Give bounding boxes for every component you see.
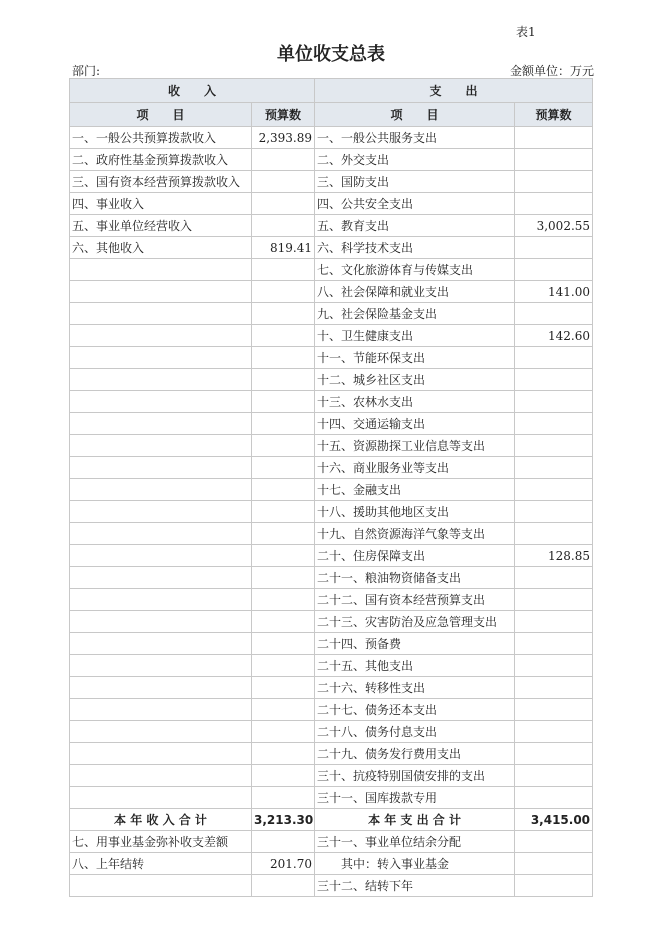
income-item — [70, 325, 252, 347]
table-row — [70, 633, 593, 655]
table-row — [70, 699, 593, 721]
expense-item: 二十八、债务付息支出 — [315, 721, 515, 743]
income-budget — [252, 765, 315, 787]
income-budget — [252, 149, 315, 171]
income-budget: 3,213.30 — [252, 809, 315, 831]
expense-budget — [515, 501, 593, 523]
expense-budget — [515, 633, 593, 655]
expense-item: 二十六、转移性支出 — [315, 677, 515, 699]
expense-item: 三十一、国库拨款专用 — [315, 787, 515, 809]
expense-budget: 141.00 — [515, 281, 593, 303]
income-budget: 819.41 — [252, 237, 315, 259]
table-row — [70, 589, 593, 611]
expense-item: 六、科学技术支出 — [315, 237, 515, 259]
income-budget — [252, 655, 315, 677]
table-row — [70, 237, 593, 259]
expense-budget — [515, 853, 593, 875]
table-row — [70, 149, 593, 171]
income-item: 一、一般公共预算拨款收入 — [70, 127, 252, 149]
expense-budget: 128.85 — [515, 545, 593, 567]
income-budget — [252, 391, 315, 413]
income-item — [70, 369, 252, 391]
income-budget — [252, 743, 315, 765]
expense-item: 二、外交支出 — [315, 149, 515, 171]
table-row — [70, 259, 593, 281]
expense-item: 其中：转入事业基金 — [315, 853, 515, 875]
page-title: 单位收支总表 — [277, 44, 385, 65]
expense-item: 十七、金融支出 — [315, 479, 515, 501]
table-row — [70, 215, 593, 237]
table-row — [70, 875, 593, 897]
table-row — [70, 721, 593, 743]
table-row — [70, 435, 593, 457]
income-budget — [252, 303, 315, 325]
income-budget — [252, 325, 315, 347]
table-row — [70, 523, 593, 545]
income-budget — [252, 413, 315, 435]
expense-item-header: 项 目 — [315, 103, 515, 127]
income-budget — [252, 787, 315, 809]
expense-item: 十四、交通运输支出 — [315, 413, 515, 435]
income-item — [70, 765, 252, 787]
income-item — [70, 611, 252, 633]
expense-item: 二十一、粮油物资储备支出 — [315, 567, 515, 589]
expense-item: 十三、农林水支出 — [315, 391, 515, 413]
table-number: 表1 — [516, 25, 536, 39]
expense-item: 三十二、结转下年 — [315, 875, 515, 897]
expense-budget — [515, 303, 593, 325]
income-item: 八、上年结转 — [70, 853, 252, 875]
department-label: 部门: — [72, 64, 101, 78]
expense-item: 二十三、灾害防治及应急管理支出 — [315, 611, 515, 633]
table-row — [70, 501, 593, 523]
expense-budget — [515, 787, 593, 809]
expense-item: 十九、自然资源海洋气象等支出 — [315, 523, 515, 545]
income-item — [70, 743, 252, 765]
income-item — [70, 391, 252, 413]
expense-budget — [515, 567, 593, 589]
expense-budget — [515, 347, 593, 369]
expense-budget — [515, 237, 593, 259]
income-item — [70, 655, 252, 677]
expense-item: 十、卫生健康支出 — [315, 325, 515, 347]
expense-item: 十五、资源勘探工业信息等支出 — [315, 435, 515, 457]
income-expense-table — [69, 78, 593, 897]
income-item — [70, 435, 252, 457]
section-header-row — [70, 79, 593, 103]
income-budget — [252, 435, 315, 457]
income-item: 三、国有资本经营预算拨款收入 — [70, 171, 252, 193]
expense-budget — [515, 413, 593, 435]
expense-budget — [515, 589, 593, 611]
expense-budget — [515, 391, 593, 413]
expense-budget — [515, 655, 593, 677]
income-budget — [252, 347, 315, 369]
expense-item: 二十七、债务还本支出 — [315, 699, 515, 721]
expense-budget — [515, 875, 593, 897]
expense-item: 二十四、预备费 — [315, 633, 515, 655]
expense-item: 三、国防支出 — [315, 171, 515, 193]
income-item — [70, 699, 252, 721]
income-budget — [252, 721, 315, 743]
expense-budget — [515, 435, 593, 457]
table-row — [70, 655, 593, 677]
expense-budget — [515, 721, 593, 743]
table-row — [70, 347, 593, 369]
expense-budget — [515, 259, 593, 281]
income-budget: 201.70 — [252, 853, 315, 875]
expense-item: 五、教育支出 — [315, 215, 515, 237]
table-row — [70, 545, 593, 567]
income-item — [70, 721, 252, 743]
expense-item: 二十九、债务发行费用支出 — [315, 743, 515, 765]
income-budget — [252, 677, 315, 699]
income-item — [70, 303, 252, 325]
expense-item: 九、社会保险基金支出 — [315, 303, 515, 325]
income-item — [70, 523, 252, 545]
table-row — [70, 457, 593, 479]
income-item — [70, 875, 252, 897]
expense-budget — [515, 479, 593, 501]
expense-item: 八、社会保障和就业支出 — [315, 281, 515, 303]
expense-budget: 142.60 — [515, 325, 593, 347]
income-budget — [252, 281, 315, 303]
expense-budget — [515, 523, 593, 545]
table-row — [70, 413, 593, 435]
expense-budget — [515, 765, 593, 787]
income-budget — [252, 171, 315, 193]
income-item: 六、其他收入 — [70, 237, 252, 259]
table-row — [70, 743, 593, 765]
income-budget — [252, 545, 315, 567]
income-budget — [252, 523, 315, 545]
table-row — [70, 853, 593, 875]
table-row — [70, 171, 593, 193]
expense-budget-header: 预算数 — [515, 103, 593, 127]
table-row — [70, 127, 593, 149]
income-budget-header: 预算数 — [252, 103, 315, 127]
income-item — [70, 413, 252, 435]
table-row — [70, 479, 593, 501]
expense-item: 二十二、国有资本经营预算支出 — [315, 589, 515, 611]
income-budget — [252, 193, 315, 215]
expense-item: 十六、商业服务业等支出 — [315, 457, 515, 479]
income-budget — [252, 567, 315, 589]
income-item — [70, 787, 252, 809]
expense-budget — [515, 193, 593, 215]
expense-item: 一、一般公共服务支出 — [315, 127, 515, 149]
expense-item: 二十、住房保障支出 — [315, 545, 515, 567]
table-row — [70, 787, 593, 809]
expense-budget — [515, 743, 593, 765]
income-item — [70, 259, 252, 281]
expense-budget — [515, 369, 593, 391]
income-item-header: 项 目 — [70, 103, 252, 127]
income-item — [70, 567, 252, 589]
income-budget — [252, 633, 315, 655]
table-row — [70, 369, 593, 391]
expense-item: 四、公共安全支出 — [315, 193, 515, 215]
expense-item: 十二、城乡社区支出 — [315, 369, 515, 391]
expense-item: 本 年 支 出 合 计 — [315, 809, 515, 831]
unit-label: 金额单位：万元 — [509, 64, 594, 78]
income-budget — [252, 589, 315, 611]
table-row — [70, 567, 593, 589]
income-item — [70, 545, 252, 567]
income-budget — [252, 875, 315, 897]
income-item: 本 年 收 入 合 计 — [70, 809, 252, 831]
income-header: 收 入 — [70, 79, 315, 103]
expense-item: 三十一、事业单位结余分配 — [315, 831, 515, 853]
expense-budget: 3,002.55 — [515, 215, 593, 237]
table-row — [70, 303, 593, 325]
income-item: 七、用事业基金弥补收支差额 — [70, 831, 252, 853]
income-item — [70, 633, 252, 655]
expense-budget — [515, 699, 593, 721]
income-budget — [252, 369, 315, 391]
table-row — [70, 325, 593, 347]
expense-budget: 3,415.00 — [515, 809, 593, 831]
income-item: 四、事业收入 — [70, 193, 252, 215]
table-row — [70, 281, 593, 303]
expense-budget — [515, 127, 593, 149]
expense-budget — [515, 677, 593, 699]
expense-budget — [515, 149, 593, 171]
income-budget — [252, 479, 315, 501]
income-item: 五、事业单位经营收入 — [70, 215, 252, 237]
expense-item: 三十、抗疫特别国债安排的支出 — [315, 765, 515, 787]
income-item — [70, 589, 252, 611]
table-row — [70, 765, 593, 787]
income-item: 二、政府性基金预算拨款收入 — [70, 149, 252, 171]
income-budget — [252, 501, 315, 523]
income-item — [70, 677, 252, 699]
income-budget — [252, 259, 315, 281]
expense-item: 十八、援助其他地区支出 — [315, 501, 515, 523]
income-item — [70, 347, 252, 369]
income-budget: 2,393.89 — [252, 127, 315, 149]
expense-budget — [515, 457, 593, 479]
column-header-row — [70, 103, 593, 127]
expense-budget — [515, 831, 593, 853]
expense-budget — [515, 171, 593, 193]
expense-header: 支 出 — [315, 79, 593, 103]
expense-item: 十一、节能环保支出 — [315, 347, 515, 369]
table-row — [70, 193, 593, 215]
expense-item: 七、文化旅游体育与传媒支出 — [315, 259, 515, 281]
table-row — [70, 611, 593, 633]
income-item — [70, 281, 252, 303]
table-row — [70, 677, 593, 699]
income-budget — [252, 457, 315, 479]
totals-row — [70, 809, 593, 831]
income-budget — [252, 611, 315, 633]
income-budget — [252, 831, 315, 853]
income-budget — [252, 699, 315, 721]
income-item — [70, 501, 252, 523]
expense-budget — [515, 611, 593, 633]
income-item — [70, 479, 252, 501]
table-row — [70, 391, 593, 413]
income-item — [70, 457, 252, 479]
income-budget — [252, 215, 315, 237]
table-row — [70, 831, 593, 853]
expense-item: 二十五、其他支出 — [315, 655, 515, 677]
